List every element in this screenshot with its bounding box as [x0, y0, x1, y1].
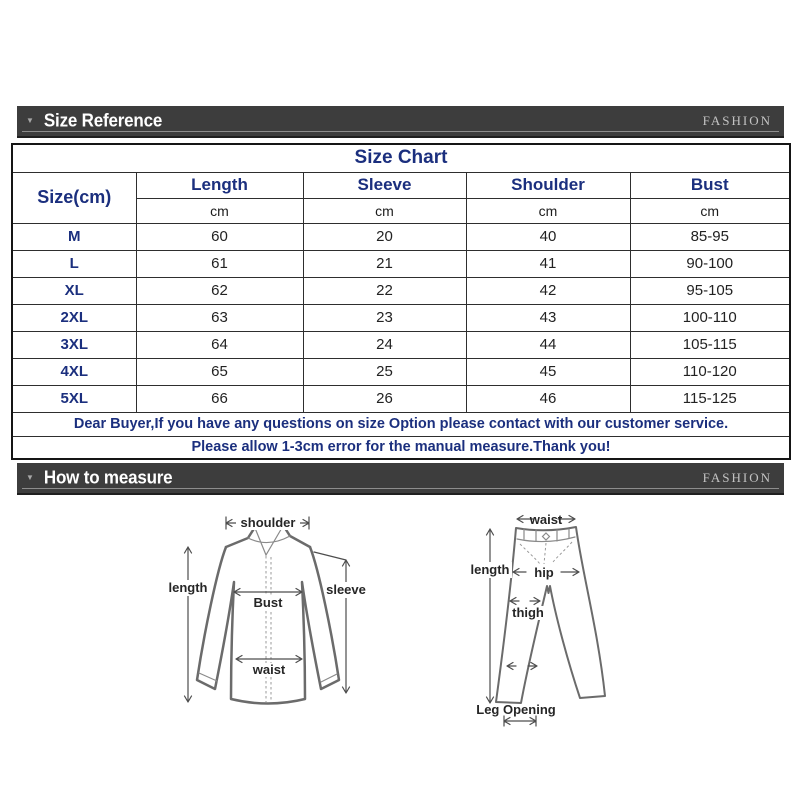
section-title: How to measure [43, 467, 173, 488]
bust-label: Bust [253, 595, 283, 610]
leg-opening-arrow [504, 716, 536, 726]
size-row-m [12, 223, 790, 250]
length-label: length [168, 580, 208, 595]
length-value: 66 [136, 385, 303, 412]
leg-width-arrows [507, 663, 537, 670]
bust-value: 90-100 [630, 250, 790, 277]
section-title: Size Reference [43, 110, 163, 131]
length-value: 65 [136, 358, 303, 385]
length-arrow [185, 547, 192, 702]
size-cell: 5XL [12, 385, 136, 412]
size-row-4xl [12, 358, 790, 385]
unit-cell: cm [136, 198, 303, 223]
bust-value: 110-120 [630, 358, 790, 385]
shoulder-value: 43 [466, 304, 630, 331]
length-value: 63 [136, 304, 303, 331]
size-chart-title-row [12, 144, 790, 172]
size-cell: L [12, 250, 136, 277]
size-cell: 3XL [12, 331, 136, 358]
customer-service-note: Dear Buyer,If you have any questions on size Option please contact with our customer service. [12, 412, 790, 436]
shirt-waist-label: waist [252, 662, 286, 677]
pants-length-arrow [487, 529, 494, 703]
bar-underline [22, 488, 779, 489]
pants-length-label: length [470, 562, 510, 577]
shoulder-label: shoulder [240, 515, 296, 530]
pants-waist-label: waist [529, 512, 563, 527]
shoulder-value: 40 [466, 223, 630, 250]
sleeve-value: 23 [303, 304, 466, 331]
thigh-label: thigh [512, 605, 544, 620]
measure-error-note: Please allow 1-3cm error for the manual measure.Thank you! [12, 436, 790, 459]
brand-label: FASHION [702, 470, 772, 485]
size-cell: 2XL [12, 304, 136, 331]
unit-cell: cm [466, 198, 630, 223]
size-cell: 4XL [12, 358, 136, 385]
section-header-size-reference [17, 106, 784, 138]
bust-value: 105-115 [630, 331, 790, 358]
sleeve-value: 25 [303, 358, 466, 385]
sleeve-value: 20 [303, 223, 466, 250]
section-header-how-to-measure [17, 463, 784, 495]
size-row-2xl [12, 304, 790, 331]
unit-cell: cm [303, 198, 466, 223]
bust-value: 95-105 [630, 277, 790, 304]
shoulder-value: 46 [466, 385, 630, 412]
caret-down-icon: ▼ [26, 116, 34, 125]
unit-cell: cm [630, 198, 790, 223]
length-value: 60 [136, 223, 303, 250]
bust-value: 115-125 [630, 385, 790, 412]
length-value: 64 [136, 331, 303, 358]
size-chart-table [11, 143, 791, 460]
caret-down-icon: ▼ [26, 473, 34, 482]
pants-measure-diagram [458, 500, 622, 728]
thigh-arrow [510, 598, 540, 605]
note-row [12, 436, 790, 459]
column-header-shoulder: Shoulder [466, 172, 630, 198]
bust-value: 100-110 [630, 304, 790, 331]
shoulder-value: 44 [466, 331, 630, 358]
size-cell: XL [12, 277, 136, 304]
shoulder-value: 42 [466, 277, 630, 304]
size-row-xl [12, 277, 790, 304]
size-chart-title: Size Chart [12, 144, 790, 172]
size-row-5xl [12, 385, 790, 412]
brand-label: FASHION [702, 113, 772, 128]
shoulder-value: 45 [466, 358, 630, 385]
sleeve-value: 24 [303, 331, 466, 358]
sleeve-label: sleeve [326, 582, 366, 597]
column-header-sleeve: Sleeve [303, 172, 466, 198]
pants-fly [544, 543, 546, 564]
shirt-outline [197, 547, 339, 704]
length-value: 62 [136, 277, 303, 304]
shoulder-value: 41 [466, 250, 630, 277]
size-row-l [12, 250, 790, 277]
column-header-bust: Bust [630, 172, 790, 198]
shirt-measure-diagram [168, 512, 368, 712]
hip-label: hip [534, 565, 554, 580]
sleeve-arrow [314, 552, 350, 693]
sleeve-value: 21 [303, 250, 466, 277]
note-row [12, 412, 790, 436]
bust-value: 85-95 [630, 223, 790, 250]
column-header-row [12, 172, 790, 198]
sleeve-value: 22 [303, 277, 466, 304]
shirt-placket [266, 556, 271, 702]
size-column-header: Size(cm) [12, 172, 136, 223]
sleeve-value: 26 [303, 385, 466, 412]
pants-button [543, 533, 550, 540]
leg-opening-label: Leg Opening [476, 702, 556, 717]
size-cell: M [12, 223, 136, 250]
length-value: 61 [136, 250, 303, 277]
size-row-3xl [12, 331, 790, 358]
column-header-length: Length [136, 172, 303, 198]
bar-underline [22, 131, 779, 132]
